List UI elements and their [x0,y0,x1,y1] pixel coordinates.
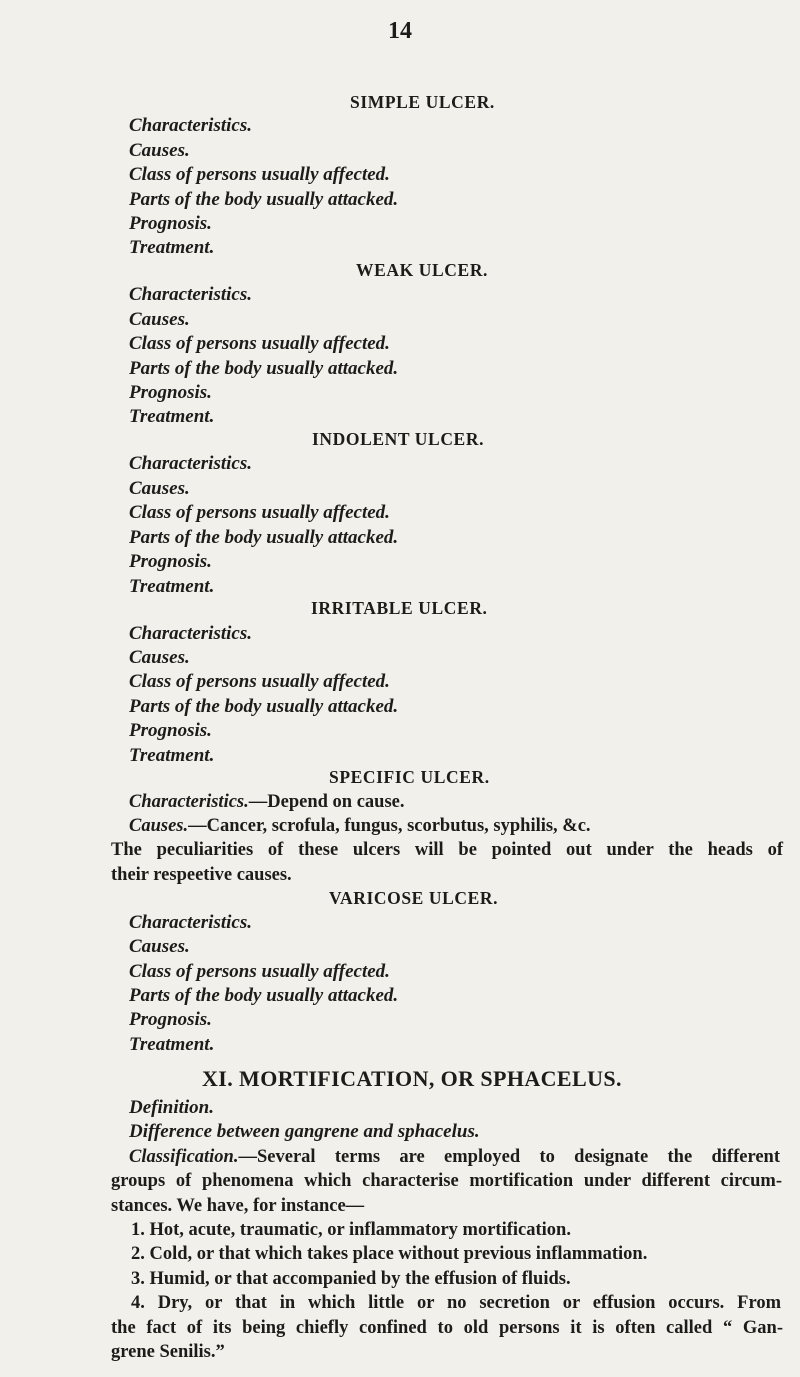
causes-text: —Cancer, scrofula, fungus, scorbutus, syphilis, &c. [188,816,591,836]
classification-line-2: groups of phenomena which characterise mortification under different circum- [111,1171,782,1192]
item-class-of-persons: Class of persons usually affected. [129,671,390,693]
item-difference: Difference between gangrene and sphacelus. [129,1121,480,1143]
section-heading-mortification: XI. MORTIFICATION, OR SPHACELUS. [202,1066,622,1091]
item-prognosis: Prognosis. [129,382,212,403]
list-item: 4. Dry, or that in which little or no secretion or effusion occurs. From [131,1293,781,1314]
item-parts-of-body: Parts of the body usually attacked. [129,357,399,379]
item-causes: Causes. [129,936,190,958]
classification-text: —Several terms are employed to designate the different [238,1146,780,1167]
page-number: 14 [388,18,412,44]
item-characteristics: Characteristics. [129,284,252,306]
specific-causes-line [129,814,591,838]
item-treatment: Treatment. [129,237,215,259]
item-treatment: Treatment. [129,406,215,428]
characteristics-label: Characteristics. [129,791,249,812]
item-class-of-persons: Class of persons usually affected. [129,960,390,982]
item-characteristics: Characteristics. [129,622,252,644]
classification-line [129,1145,780,1169]
item-characteristics: Characteristics. [129,115,252,137]
specific-paragraph-line-1: The peculiarities of these ulcers will be pointed out under the heads of [111,840,783,861]
section-heading-weak-ulcer: WEAK ULCER. [356,260,489,281]
specific-paragraph-line-2: their respeetive causes. [111,864,292,885]
list-item: 1. Hot, acute, traumatic, or inflammatory mortification. [131,1220,571,1240]
causes-label: Causes. [129,816,189,836]
item-causes: Causes. [129,139,190,161]
item-class-of-persons: Class of persons usually affected. [129,164,390,186]
item-class-of-persons: Class of persons usually affected. [129,502,390,524]
list-continuation-1: the fact of its being chiefly confined to old persons it is often called “ Gan- [111,1317,783,1338]
item-treatment: Treatment. [129,744,215,766]
list-item: 3. Humid, or that accompanied by the effusion of fluids. [131,1268,571,1289]
item-prognosis: Prognosis. [129,551,212,573]
item-prognosis: Prognosis. [129,1009,212,1031]
section-heading-specific-ulcer: SPECIFIC ULCER. [329,767,490,788]
list-item: 2. Cold, or that which takes place without previous inflammation. [131,1244,648,1265]
section-heading-simple-ulcer: SIMPLE ULCER. [350,92,495,112]
item-characteristics: Characteristics. [129,453,252,475]
item-definition: Definition. [129,1097,214,1118]
item-parts-of-body: Parts of the body usually attacked. [129,695,399,717]
section-heading-varicose-ulcer: VARICOSE ULCER. [329,888,499,909]
item-prognosis: Prognosis. [129,213,212,234]
characteristics-text: —Depend on cause. [248,791,405,812]
specific-characteristics-line [129,790,404,814]
item-treatment: Treatment. [129,1033,215,1055]
section-heading-indolent-ulcer: INDOLENT ULCER. [312,429,485,450]
item-parts-of-body: Parts of the body usually attacked. [129,526,399,548]
section-heading-irritable-ulcer: IRRITABLE ULCER. [311,598,488,619]
classification-line-3: stances. We have, for instance— [111,1195,365,1216]
item-parts-of-body: Parts of the body usually attacked. [129,188,399,210]
item-prognosis: Prognosis. [129,720,212,742]
classification-label: Classification. [129,1146,239,1167]
item-causes: Causes. [129,308,190,330]
list-continuation-2: grene Senilis.” [111,1342,225,1362]
item-characteristics: Characteristics. [129,911,252,933]
item-class-of-persons: Class of persons usually affected. [129,333,390,355]
item-causes: Causes. [129,646,190,668]
item-parts-of-body: Parts of the body usually attacked. [129,984,399,1006]
item-causes: Causes. [129,477,190,499]
item-treatment: Treatment. [129,575,215,597]
